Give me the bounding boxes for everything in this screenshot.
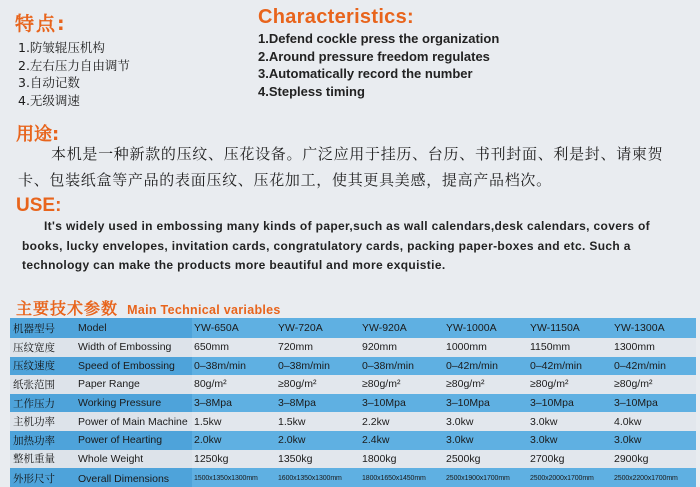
spec-row-model (10, 318, 696, 338)
spec-cell: YW-1150A (528, 318, 612, 338)
spec-table (10, 318, 696, 487)
spec-label-cn: 主机功率 (10, 412, 72, 431)
spec-cell: 2500kg (444, 450, 528, 469)
spec-cell: 3.0kw (612, 431, 696, 450)
spec-row-width (10, 338, 696, 357)
spec-cell: 0–38m/min (360, 357, 444, 376)
spec-row-dimensions (10, 468, 696, 487)
spec-label-cn: 纸张范围 (10, 375, 72, 394)
spec-label-en: Paper Range (72, 375, 192, 394)
spec-label-cn: 压纹速度 (10, 357, 72, 376)
spec-cell: YW-1300A (612, 318, 696, 338)
spec-cell: ≥80g/m² (360, 375, 444, 394)
spec-cell: 720mm (276, 338, 360, 357)
spec-row-main-power (10, 412, 696, 431)
spec-label-en: Speed of Embossing (72, 357, 192, 376)
use-en-title: USE: (16, 195, 62, 216)
spec-cell: 0–38m/min (192, 357, 276, 376)
spec-cell: 1600x1350x1300mm (276, 468, 360, 487)
spec-row-pressure (10, 394, 696, 413)
spec-cell: 2.0kw (192, 431, 276, 450)
spec-cell: YW-650A (192, 318, 276, 338)
feature-cn-item: 1.防皱辊压机构 (18, 40, 105, 55)
spec-cell: 1800kg (360, 450, 444, 469)
feature-cn-item: 3.自动记数 (18, 75, 80, 90)
spec-cell: ≥80g/m² (444, 375, 528, 394)
spec-cell: 3–10Mpa (444, 394, 528, 413)
spec-cell: 3–10Mpa (360, 394, 444, 413)
spec-label-en: Whole Weight (72, 450, 192, 469)
spec-cell: ≥80g/m² (276, 375, 360, 394)
spec-cell: 3–10Mpa (528, 394, 612, 413)
use-en-body: It's widely used in embossing many kinds of paper,such as wall calendars,desk calendars, covers of books, lucky envelopes, invitation cards, congratulatory cards, packing paper-boxes and etc. Such a technology can make the products more beautiful and more exquistie. (22, 219, 651, 272)
spec-row-paper-range (10, 375, 696, 394)
feature-cn-item: 2.左右压力自由调节 (18, 57, 130, 73)
spec-cell: 1500x1350x1300mm (192, 468, 276, 487)
spec-cell: 1000mm (444, 338, 528, 357)
spec-cell: 4.0kw (612, 412, 696, 431)
spec-cell: 650mm (192, 338, 276, 357)
spec-row-speed (10, 357, 696, 376)
spec-cell: 0–42m/min (528, 357, 612, 376)
spec-cell: 0–38m/min (276, 357, 360, 376)
spec-cell: 1300mm (612, 338, 696, 357)
spec-label-en: Working Pressure (72, 394, 192, 413)
spec-cell: 2500x2000x1700mm (528, 468, 612, 487)
spec-cell: 920mm (360, 338, 444, 357)
spec-cell: ≥80g/m² (612, 375, 696, 394)
feature-en-item: 2.Around pressure freedom regulates (258, 48, 490, 64)
spec-cell: 1.5kw (192, 412, 276, 431)
spec-cell: 2.2kw (360, 412, 444, 431)
feature-en-item: 4.Stepless timing (258, 83, 365, 99)
spec-label-en: Width of Embossing (72, 338, 192, 357)
spec-cell: 1250kg (192, 450, 276, 469)
tech-title-cn: 主要技术参数 (16, 299, 119, 318)
use-cn-body: 本机是一种新款的压纹、压花设备。广泛应用于挂历、台历、书刊封面、利是封、请柬贺卡、包装纸盒等产品的表面压纹、压花加工，使其更具美感，提高产品档次。 (18, 145, 664, 189)
spec-cell: 2500x1900x1700mm (444, 468, 528, 487)
spec-cell: 2.0kw (276, 431, 360, 450)
spec-cell: ≥80g/m² (528, 375, 612, 394)
spec-cell: 80g/m² (192, 375, 276, 394)
spec-label-cn: 加热功率 (10, 431, 72, 450)
features-cn-title: 特点: (15, 13, 67, 35)
spec-cell: 0–42m/min (612, 357, 696, 376)
spec-cell: 0–42m/min (444, 357, 528, 376)
spec-cell: 1.5kw (276, 412, 360, 431)
spec-label-en: Overall Dimensions (72, 468, 192, 487)
spec-cell: 2500x2200x1700mm (612, 468, 696, 487)
spec-cell: YW-920A (360, 318, 444, 338)
spec-cell: 3.0kw (528, 412, 612, 431)
features-en-title: Characteristics: (258, 6, 414, 28)
spec-cell: 1150mm (528, 338, 612, 357)
feature-en-item: 3.Automatically record the number (258, 66, 473, 81)
feature-cn-item: 4.无级调速 (18, 92, 80, 108)
spec-row-weight (10, 450, 696, 469)
spec-cell: 1350kg (276, 450, 360, 469)
spec-cell: YW-1000A (444, 318, 528, 338)
spec-label-cn: 工作压力 (10, 394, 72, 413)
spec-label-cn: 压纹宽度 (10, 338, 72, 357)
spec-cell: 3.0kw (444, 431, 528, 450)
spec-cell: 3.0kw (444, 412, 528, 431)
features-cn-section (15, 9, 245, 109)
spec-cell: 2700kg (528, 450, 612, 469)
features-en-section (258, 6, 688, 100)
spec-label-cn: 整机重量 (10, 450, 72, 469)
spec-label-cn: 机器型号 (10, 318, 72, 338)
spec-cell: 3–8Mpa (276, 394, 360, 413)
spec-cell: 2900kg (612, 450, 696, 469)
tech-title-en: Main Technical variables (127, 303, 281, 317)
spec-label-en: Power of Main Machine (72, 412, 192, 431)
spec-label-en: Power of Hearting (72, 431, 192, 450)
feature-en-item: 1.Defend cockle press the organization (258, 31, 500, 46)
use-cn-title: 用途: (16, 124, 60, 145)
spec-cell: 3.0kw (528, 431, 612, 450)
spec-row-heating-power (10, 431, 696, 450)
tech-variables-heading (16, 296, 281, 319)
spec-cell: 2.4kw (360, 431, 444, 450)
spec-label-en: Model (72, 318, 192, 338)
spec-label-cn: 外形尺寸 (10, 468, 72, 487)
spec-cell: 3–8Mpa (192, 394, 276, 413)
spec-cell: 1800x1650x1450mm (360, 468, 444, 487)
spec-cell: YW-720A (276, 318, 360, 338)
spec-cell: 3–10Mpa (612, 394, 696, 413)
